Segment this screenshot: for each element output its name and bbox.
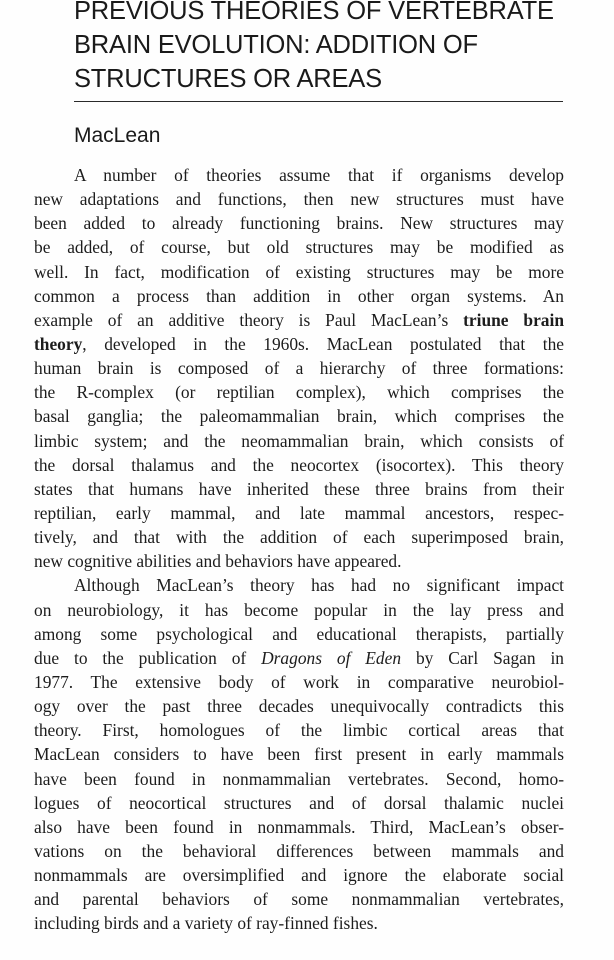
text-line: vations on the behavioral differences between mammals and <box>34 840 564 861</box>
text-line: MacLean considers to have been first present in early mammals <box>34 744 564 765</box>
text-run: , developed in the 1960s. MacLean postulated that the <box>82 333 564 354</box>
text-line: also have been found in nonmammals. Third, MacLean’s obser- <box>34 816 564 837</box>
section-heading: MacLean <box>74 124 161 147</box>
text-line: logues of neocortical structures and of dorsal thalamic nuclei <box>34 792 564 813</box>
text-line: tively, and that with the addition of each superimposed brain, <box>34 527 564 548</box>
text-line: limbic system; and the neomammalian brain, which consists of <box>34 430 564 451</box>
title-divider <box>74 101 563 102</box>
text-line: Although MacLean’s theory has had no significant impact <box>74 575 564 596</box>
chapter-title-line: STRUCTURES OR AREAS <box>74 65 382 93</box>
text-line <box>34 332 564 356</box>
key-term-bold: theory <box>34 333 83 354</box>
text-line: common a process than addition in other organ systems. An <box>34 285 564 306</box>
key-term-bold: triune brain <box>463 309 565 330</box>
text-line: well. In fact, modification of existing structures may be more <box>34 261 564 282</box>
text-line: new adaptations and functions, then new structures must have <box>34 189 564 210</box>
text-line: nonmammals are oversimplified and ignore the elaborate social <box>34 865 564 886</box>
text-line: 1977. The extensive body of work in comparative neurobiol- <box>34 671 564 692</box>
text-line: basal ganglia; the paleomammalian brain, which comprises the <box>34 406 564 427</box>
text-run: due to the publication of <box>34 647 262 668</box>
text-line: on neurobiology, it has become popular in the lay press and <box>34 599 564 620</box>
book-title-italic: Dragons of Eden <box>261 647 402 668</box>
text-line: human brain is composed of a hierarchy of three formations: <box>34 358 564 379</box>
text-line: the R-complex (or reptilian complex), which comprises the <box>34 382 564 403</box>
text-line: and parental behaviors of some nonmammalian vertebrates, <box>34 889 564 910</box>
text-line: reptilian, early mammal, and late mammal ancestors, respec- <box>34 502 564 523</box>
text-line: ogy over the past three decades unequivocally contradicts this <box>34 696 564 717</box>
chapter-title-line: BRAIN EVOLUTION: ADDITION OF <box>74 31 478 59</box>
text-run: example of an additive theory is Paul MacLean’s <box>34 309 464 330</box>
text-line: theory. First, homologues of the limbic cortical areas that <box>34 720 564 741</box>
text-line <box>34 308 564 332</box>
chapter-title-line: PREVIOUS THEORIES OF VERTEBRATE <box>74 0 554 25</box>
text-line: the dorsal thalamus and the neocortex (isocortex). This theory <box>34 454 564 475</box>
text-line: been added to already functioning brains. New structures may <box>34 213 564 234</box>
text-line: new cognitive abilities and behaviors have appeared. <box>34 551 402 572</box>
text-line: among some psychological and educational therapists, partially <box>34 623 564 644</box>
text-run: by Carl Sagan in <box>401 647 564 668</box>
body-text <box>34 163 564 936</box>
paragraph-1 <box>34 163 564 573</box>
chapter-title <box>74 0 564 96</box>
text-line: be added, of course, but old structures may be modified as <box>34 237 564 258</box>
text-line: states that humans have inherited these three brains from their <box>34 478 564 499</box>
paragraph-2 <box>34 573 564 935</box>
text-line: including birds and a variety of ray-finned fishes. <box>34 913 378 934</box>
text-line: have been found in nonmammalian vertebrates. Second, homo- <box>34 768 564 789</box>
text-line <box>34 646 564 670</box>
text-line: A number of theories assume that if organisms develop <box>74 165 564 185</box>
